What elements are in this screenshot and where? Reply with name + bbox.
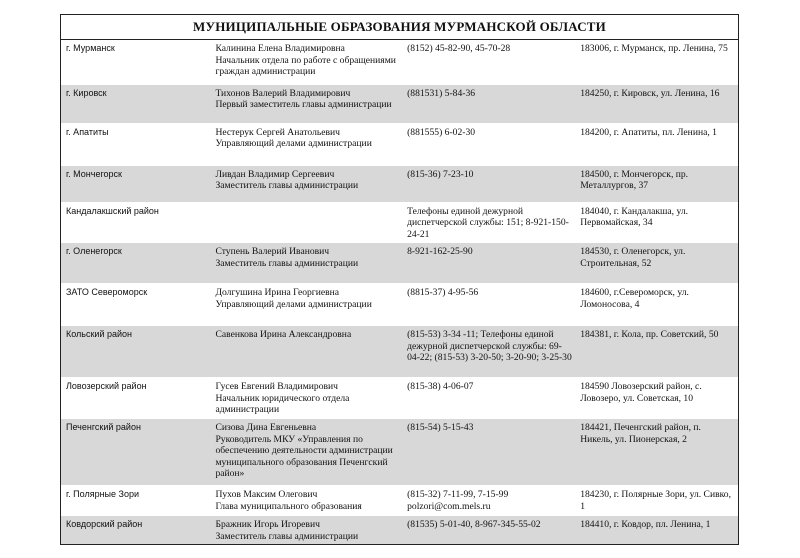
phone-number: (815-54) 5-15-43 xyxy=(407,422,474,434)
municipality-cell xyxy=(61,40,211,84)
municipality-name: г. Мурманск xyxy=(66,43,115,53)
contact-person-cell xyxy=(211,378,403,419)
phone-cell xyxy=(403,123,576,165)
municipality-name: ЗАТО Североморск xyxy=(66,287,148,298)
contact-person-position: Заместитель главы администрации xyxy=(215,530,359,542)
phone-number: (8815-37) 4-95-56 xyxy=(407,287,479,299)
postal-address: 184590 Ловозерский район, с. Ловозеро, ул. Советская, 10 xyxy=(580,381,702,404)
contact-person-name: Ливдан Владимир Сергеевич xyxy=(215,168,335,180)
postal-address: 184250, г. Кировск, ул. Ленина, 16 xyxy=(580,87,720,99)
phone-number: (881555) 6-02-30 xyxy=(407,126,476,138)
postal-address: 184530, г. Оленегорск, ул. Строительная, 52 xyxy=(580,246,686,269)
municipality-name: Ловозерский район xyxy=(66,381,147,392)
table-row xyxy=(61,419,738,486)
postal-address: 184500, г. Мончегорск, пр. Металлургов, 37 xyxy=(580,168,689,192)
phone-cell xyxy=(403,165,576,202)
page-title: МУНИЦИПАЛЬНЫЕ ОБРАЗОВАНИЯ МУРМАНСКОЙ ОБЛАСТИ xyxy=(61,15,738,40)
municipality-name: Кандалакшский район xyxy=(66,205,159,216)
table-row xyxy=(61,202,738,243)
address-cell xyxy=(576,243,738,284)
postal-address: 184200, г. Апатиты, пл. Ленина, 1 xyxy=(580,126,717,138)
address-cell xyxy=(576,326,738,378)
contact-person-cell xyxy=(211,165,403,202)
phone-number: Телефоны единой дежурной диспетчерской службы: 151; 8-921-150-24-21 xyxy=(407,205,569,240)
municipality-cell xyxy=(61,378,211,419)
municipality-name: г. Оленегорск xyxy=(66,246,122,257)
contact-person-position: Первый заместитель главы администрации xyxy=(215,99,392,111)
contact-person-cell xyxy=(211,84,403,123)
contact-person-name: Калинина Елена Владимировна xyxy=(215,43,345,54)
municipality-cell xyxy=(61,419,211,486)
address-cell xyxy=(576,123,738,165)
contact-person-name: Гусев Евгений Владимирович xyxy=(215,381,338,393)
phone-number: (815-53) 3-34 -11; Телефоны единой дежурной диспетчерской службы: 69-04-22; (815-53) 3-20-50; 3-20-90; 3-25-30 xyxy=(407,329,572,364)
municipality-cell xyxy=(61,326,211,378)
municipality-cell xyxy=(61,202,211,243)
phone-cell xyxy=(403,284,576,326)
phone-number: (815-38) 4-06-07 xyxy=(407,381,474,393)
address-cell xyxy=(576,40,738,84)
phone-number: 8-921-162-25-90 xyxy=(407,246,473,258)
table-row xyxy=(61,378,738,419)
postal-address: 184381, г. Кола, пр. Советский, 50 xyxy=(580,329,719,341)
contact-person-cell xyxy=(211,419,403,486)
contact-person-cell xyxy=(211,40,403,84)
contact-person-cell xyxy=(211,326,403,378)
table-row xyxy=(61,516,738,545)
phone-number: (815-32) 7-11-99, 7-15-99 polzori@com.mels.ru xyxy=(407,489,509,512)
municipality-cell xyxy=(61,486,211,516)
postal-address: 183006, г. Мурманск, пр. Ленина, 75 xyxy=(580,43,728,54)
table-row xyxy=(61,123,738,165)
contact-person-position: Управляющий делами администрации xyxy=(215,298,372,310)
municipality-name: Ковдорский район xyxy=(66,519,143,530)
municipalities-table xyxy=(61,40,738,545)
table-row xyxy=(61,326,738,378)
table-row xyxy=(61,84,738,123)
table-row xyxy=(61,165,738,202)
contact-person-position: Руководитель МКУ «Управления по обеспечению деятельности администрации муниципального образования Печенгский район» xyxy=(215,433,393,480)
phone-cell xyxy=(403,419,576,486)
address-cell xyxy=(576,284,738,326)
municipality-name: Печенгский район xyxy=(66,422,141,433)
municipality-name: г. Полярные Зори xyxy=(66,489,140,500)
contact-person-position: Управляющий делами администрации xyxy=(215,138,372,150)
contact-person-cell xyxy=(211,284,403,326)
contact-person-name: Ступень Валерий Иванович xyxy=(215,246,330,258)
municipality-cell xyxy=(61,123,211,165)
address-cell xyxy=(576,202,738,243)
table-row xyxy=(61,284,738,326)
contact-person-position: Начальник отдела по работе с обращениями граждан администрации xyxy=(215,54,396,78)
contact-person-cell xyxy=(211,202,403,243)
phone-number: (815-36) 7-23-10 xyxy=(407,168,474,180)
postal-address: 184230, г. Полярные Зори, ул. Сивко, 1 xyxy=(580,489,731,512)
contact-person-name: Нестерук Сергей Анатольевич xyxy=(215,126,340,138)
contact-person-name: Савенкова Ирина Александровна xyxy=(215,329,352,341)
phone-number: (8152) 45-82-90, 45-70-28 xyxy=(407,43,511,54)
postal-address: 184600, г.Североморск, ул. Ломоносова, 4 xyxy=(580,287,689,310)
phone-cell xyxy=(403,516,576,545)
phone-cell xyxy=(403,84,576,123)
address-cell xyxy=(576,165,738,202)
contact-person-name: Долгушина Ирина Георгиевна xyxy=(215,287,340,299)
phone-cell xyxy=(403,326,576,378)
municipality-name: г. Кировск xyxy=(66,87,107,98)
contact-person-position: Начальник юридического отдела администрации xyxy=(215,392,350,416)
phone-cell xyxy=(403,378,576,419)
address-cell xyxy=(576,516,738,545)
table-row xyxy=(61,40,738,84)
phone-number: (81535) 5-01-40, 8-967-345-55-02 xyxy=(407,519,541,531)
municipality-cell xyxy=(61,84,211,123)
phone-number: (881531) 5-84-36 xyxy=(407,87,476,99)
municipality-cell xyxy=(61,284,211,326)
postal-address: 184410, г. Ковдор, пл. Ленина, 1 xyxy=(580,519,711,531)
contact-person-name: Тихонов Валерий Владимирович xyxy=(215,87,351,99)
phone-cell xyxy=(403,40,576,84)
postal-address: 184421, Печенгский район, п. Никель, ул. Пионерская, 2 xyxy=(580,422,701,445)
municipality-cell xyxy=(61,243,211,284)
table-row xyxy=(61,243,738,284)
phone-cell xyxy=(403,486,576,516)
address-cell xyxy=(576,419,738,486)
postal-address: 184040, г. Кандалакша, ул. Первомайская, 34 xyxy=(580,205,689,229)
address-cell xyxy=(576,378,738,419)
contact-person-name: Сизова Дина Евгеньевна xyxy=(215,422,317,434)
table-row xyxy=(61,486,738,516)
contact-person-cell xyxy=(211,486,403,516)
municipality-name: г. Мончегорск xyxy=(66,168,122,179)
municipality-name: Кольский район xyxy=(66,329,132,340)
contact-person-cell xyxy=(211,516,403,545)
contact-person-position: Глава муниципального образования xyxy=(215,500,362,512)
document-frame xyxy=(60,14,739,545)
phone-cell xyxy=(403,243,576,284)
contact-person-position: Заместитель главы администрации xyxy=(215,180,359,192)
address-cell xyxy=(576,84,738,123)
municipality-cell xyxy=(61,516,211,545)
contact-person-position: Заместитель главы администрации xyxy=(215,257,359,269)
municipality-cell xyxy=(61,165,211,202)
contact-person-cell xyxy=(211,123,403,165)
phone-cell xyxy=(403,202,576,243)
contact-person-name: Пухов Максим Олегович xyxy=(215,489,318,501)
contact-person-cell xyxy=(211,243,403,284)
contact-person-name: Бражник Игорь Игоревич xyxy=(215,519,320,531)
address-cell xyxy=(576,486,738,516)
municipality-name: г. Апатиты xyxy=(66,126,109,137)
